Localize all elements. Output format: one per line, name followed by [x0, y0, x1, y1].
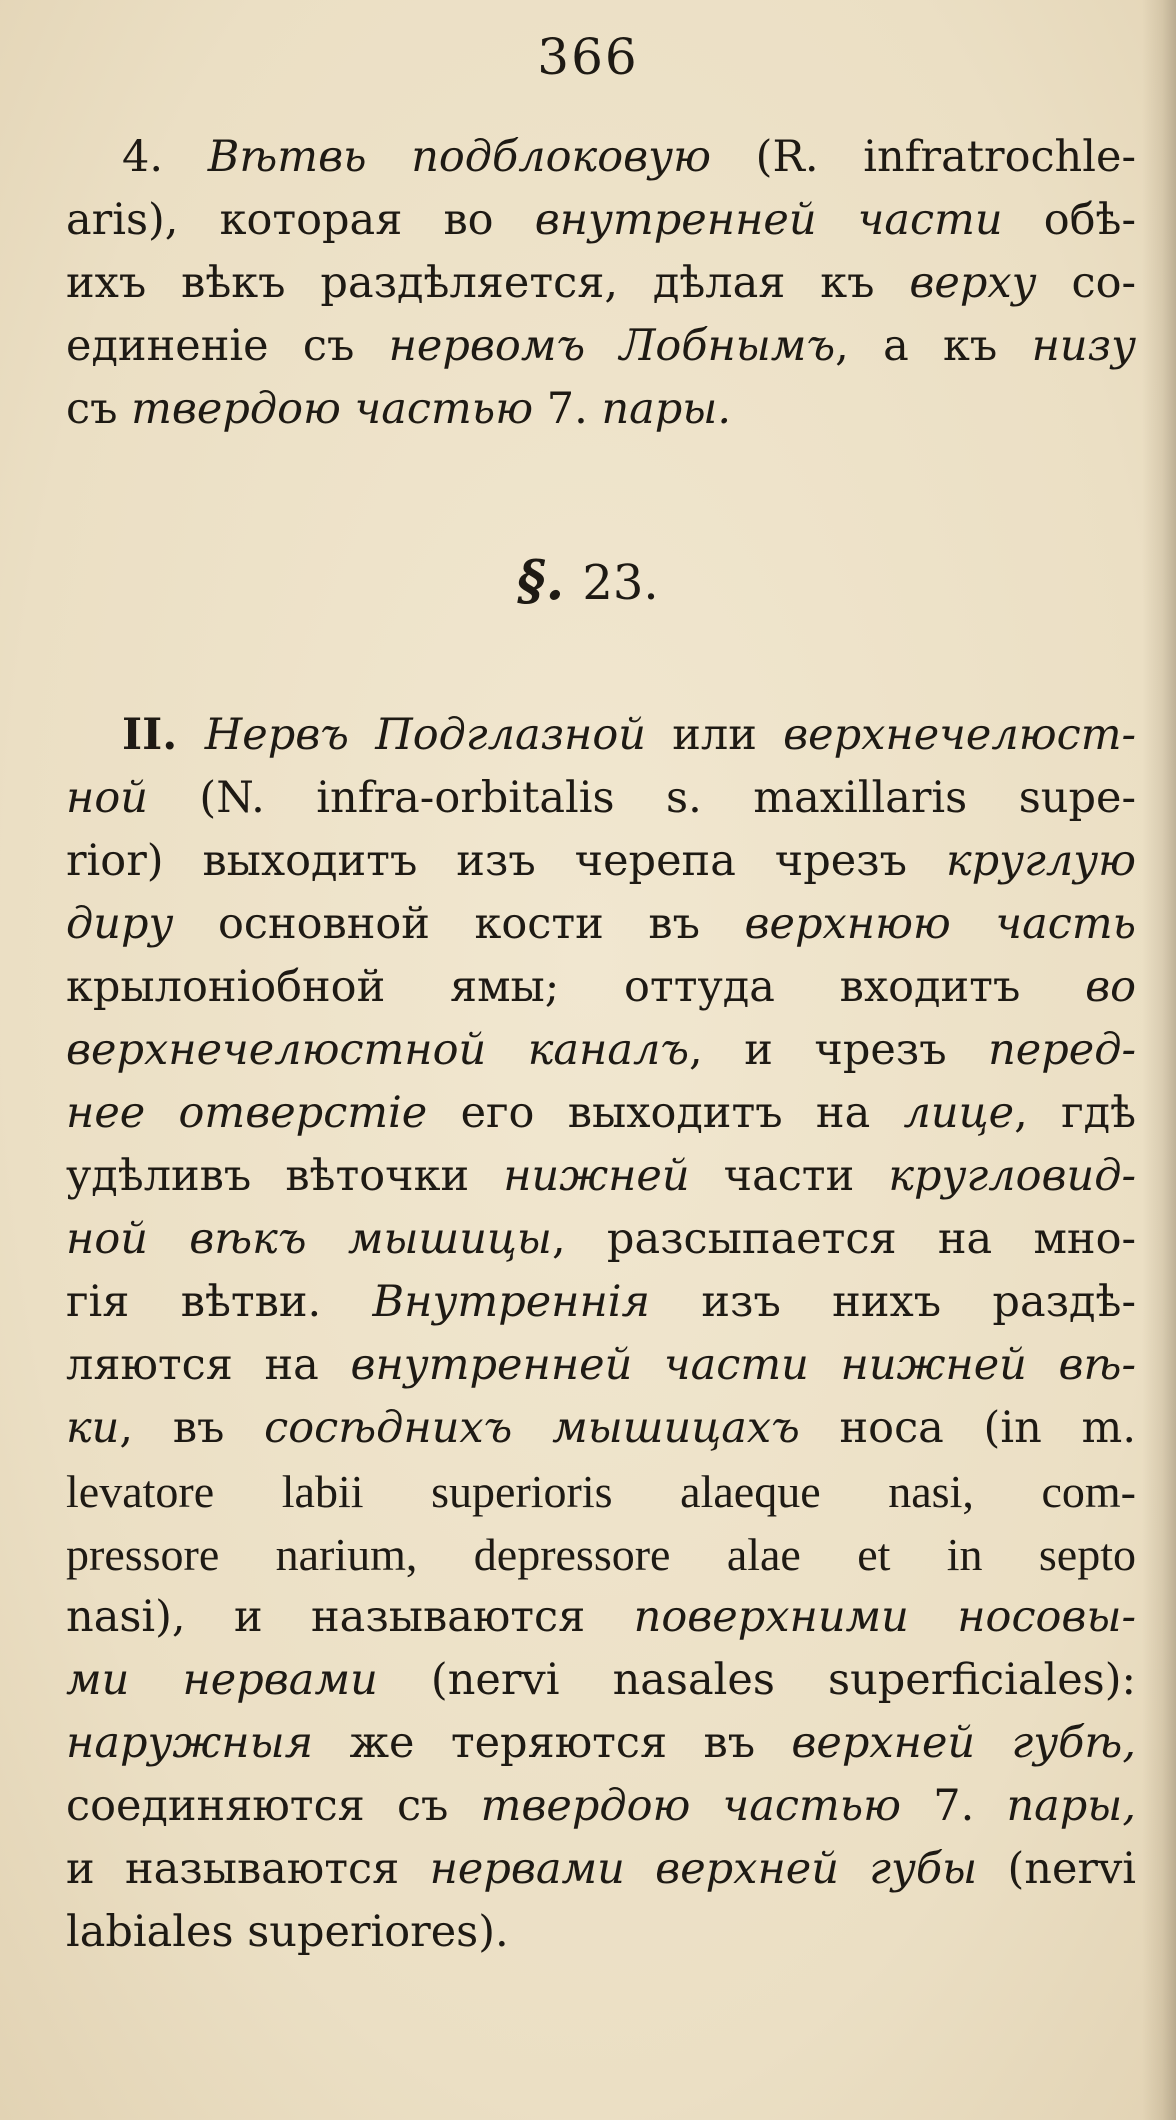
- italic-term: пары,: [1006, 1781, 1136, 1831]
- italic-term: низу: [1031, 321, 1137, 371]
- text-run: , а къ: [835, 321, 1032, 371]
- text-run: , гдѣ: [1014, 1088, 1136, 1138]
- italic-term: твердою частью: [131, 384, 534, 434]
- italic-term: круглую: [945, 836, 1136, 886]
- page-number: 366: [537, 28, 639, 86]
- text-line: [66, 893, 1136, 956]
- paragraph-nerve-branch-4: [66, 126, 1136, 441]
- text-line: [66, 1523, 1136, 1586]
- italic-term: Внутреннія: [372, 1277, 651, 1327]
- text-run: (N. infra-orbitalis s. maxillaris supe-: [147, 773, 1136, 823]
- text-run: 7.: [533, 384, 602, 434]
- paragraph-infraorbital-nerve: [66, 704, 1136, 1964]
- italic-term: внутренней части нижней вѣ-: [350, 1340, 1136, 1390]
- text-run: части: [689, 1151, 889, 1201]
- text-run: pressore narium, depressore alae et in septo: [66, 1529, 1136, 1580]
- text-line: [66, 1838, 1136, 1901]
- page-edge-shadow: [1142, 0, 1176, 2120]
- text-run: соединяются съ: [66, 1781, 481, 1831]
- text-line: [66, 1271, 1136, 1334]
- text-run: и называются: [66, 1844, 430, 1894]
- text-run: nasi), и называются: [66, 1592, 634, 1642]
- text-line: [66, 1901, 1136, 1964]
- italic-term: ной вѣкъ мышицы: [66, 1214, 552, 1264]
- text-line: [66, 704, 1136, 767]
- text-run: носа (in m.: [799, 1403, 1136, 1453]
- italic-term: верхнечелюстной каналъ: [66, 1025, 690, 1075]
- text-run: единеніе съ: [66, 321, 389, 371]
- italic-term: ной: [66, 773, 148, 823]
- text-run: со-: [1036, 258, 1137, 308]
- text-line: [66, 1208, 1136, 1271]
- text-run: гія вѣтви.: [66, 1277, 373, 1327]
- text-run: ляются на: [66, 1340, 351, 1390]
- italic-term: ки: [66, 1403, 120, 1453]
- section-number: 23.: [582, 555, 659, 611]
- italic-term: сосѣднихъ мышицахъ: [264, 1403, 800, 1453]
- text-run: 7.: [901, 1781, 1007, 1831]
- text-run: основной кости въ: [173, 899, 745, 949]
- text-run: обѣ-: [1002, 195, 1137, 245]
- text-line: [66, 1586, 1136, 1649]
- text-run: levatore labii superioris alaeque nasi, com-: [66, 1466, 1136, 1517]
- text-run: , разсыпается на мно-: [551, 1214, 1137, 1264]
- italic-term: перед-: [988, 1025, 1137, 1075]
- text-line: [66, 1145, 1136, 1208]
- text-run: его выходитъ на: [427, 1088, 904, 1138]
- italic-term: верхнечелюст-: [783, 710, 1136, 760]
- text-run: (nervi: [977, 1844, 1137, 1894]
- text-run: ихъ вѣкъ раздѣляется, дѣлая къ: [66, 258, 910, 308]
- italic-term: наружныя: [66, 1718, 314, 1768]
- italic-term: кругловид-: [888, 1151, 1136, 1201]
- text-line: [66, 1775, 1136, 1838]
- text-run: или: [645, 710, 784, 760]
- section-symbol: §.: [517, 548, 565, 612]
- text-line: [66, 126, 1136, 189]
- text-run: aris), которая во: [66, 195, 535, 245]
- text-line: [66, 1460, 1136, 1523]
- italic-term: диру: [66, 899, 174, 949]
- italic-term: Вѣтвь подблоковую: [207, 132, 711, 182]
- text-run: удѣливъ вѣточки: [66, 1151, 504, 1201]
- text-run: крылоніобной ямы; оттуда входитъ: [66, 962, 1086, 1012]
- text-line: [66, 252, 1136, 315]
- section-heading: [0, 548, 1176, 612]
- italic-term: твердою частью: [480, 1781, 902, 1831]
- text-run: II.: [122, 710, 205, 760]
- text-run: rior) выходитъ изъ черепа чрезъ: [66, 836, 946, 886]
- text-line: [66, 1649, 1136, 1712]
- text-line: [66, 189, 1136, 252]
- text-run: изъ нихъ раздѣ-: [650, 1277, 1136, 1327]
- text-run: labiales superiores).: [66, 1907, 509, 1957]
- italic-term: поверхними носовы-: [633, 1592, 1136, 1642]
- text-run: (nervi nasales superficiales):: [377, 1655, 1136, 1705]
- italic-term: во: [1085, 962, 1136, 1012]
- text-line: [66, 1334, 1136, 1397]
- text-line: [66, 315, 1136, 378]
- text-run: 4.: [122, 132, 208, 182]
- text-run: (R. infratrochle-: [710, 132, 1136, 182]
- italic-term: нервомъ Лобнымъ: [388, 321, 836, 371]
- italic-term: нее отверстіе: [66, 1088, 428, 1138]
- italic-term: лице: [903, 1088, 1015, 1138]
- text-line: [66, 1712, 1136, 1775]
- text-line: [66, 378, 1136, 441]
- text-run: съ: [66, 384, 132, 434]
- text-run: , и чрезъ: [689, 1025, 989, 1075]
- italic-term: внутренней части: [534, 195, 1003, 245]
- italic-term: нервами верхней губы: [429, 1844, 978, 1894]
- text-line: [66, 1019, 1136, 1082]
- italic-term: пары.: [601, 384, 731, 434]
- italic-term: верхней губѣ,: [791, 1718, 1136, 1768]
- italic-term: ми нервами: [66, 1655, 378, 1705]
- italic-term: Нервъ Подглазной: [204, 710, 646, 760]
- text-line: [66, 767, 1136, 830]
- text-line: [66, 830, 1136, 893]
- italic-term: верху: [909, 258, 1037, 308]
- text-run: , въ: [119, 1403, 265, 1453]
- italic-term: верхнюю часть: [744, 899, 1137, 949]
- text-run: же теряются въ: [313, 1718, 792, 1768]
- text-line: [66, 1397, 1136, 1460]
- italic-term: нижней: [503, 1151, 690, 1201]
- text-line: [66, 1082, 1136, 1145]
- text-line: [66, 956, 1136, 1019]
